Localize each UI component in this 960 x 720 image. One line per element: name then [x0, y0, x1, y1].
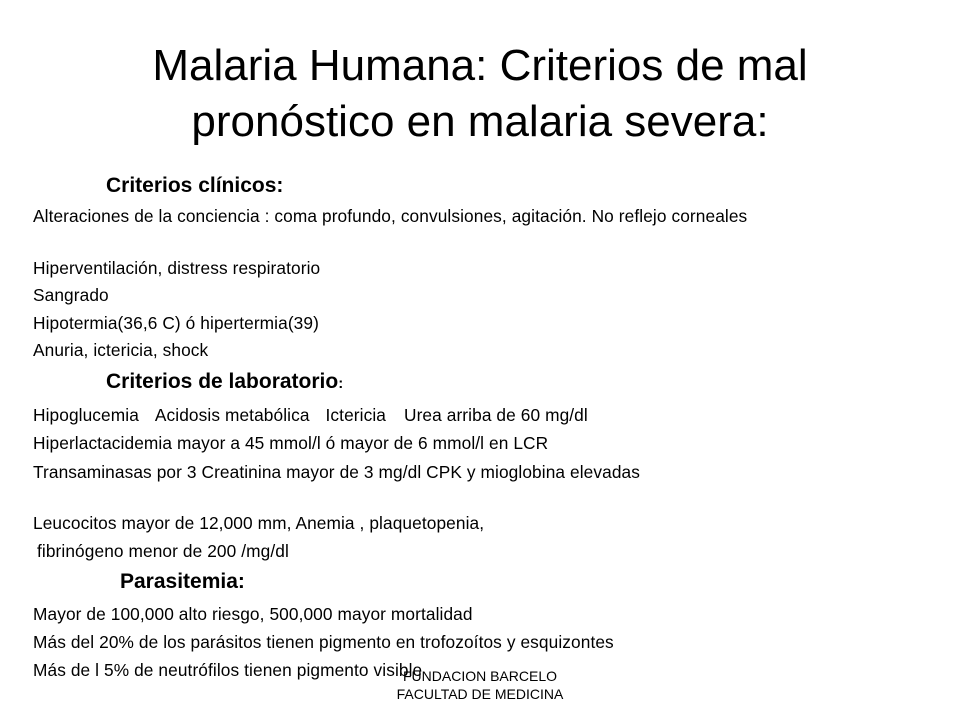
clinical-item-4: Hipotermia(36,6 C) ó hipertermia(39) [33, 313, 319, 333]
lab-acidosis: Acidosis metabólica [154, 405, 310, 425]
parasitemia-item-2: Más del 20% de los parásitos tienen pigmento en trofozoítos y esquizontes [33, 632, 614, 652]
heading-laboratorio-colon: : [338, 375, 344, 392]
clinical-item-2: Hiperventilación, distress respiratorio [33, 258, 321, 278]
lab-row-3: Transaminasas por 3 Creatinina mayor de 3 mg/dl CPK y mioglobina elevadas [33, 462, 640, 482]
slide-title-line-1: Malaria Humana: Criterios de mal [152, 41, 808, 90]
slide-title-line-2: pronóstico en malaria severa: [191, 97, 769, 146]
parasitemia-item-1: Mayor de 100,000 alto riesgo, 500,000 mayor mortalidad [33, 604, 473, 624]
lab-row-2: Hiperlactacidemia mayor a 45 mmol/l ó mayor de 6 mmol/l en LCR [33, 433, 549, 453]
heading-criterios-clinicos: Criterios clínicos: [106, 174, 284, 197]
lab-row-1 [33, 405, 588, 426]
parasitemia-item-3: Más de l 5% de neutrófilos tienen pigmento visible [33, 660, 423, 680]
heading-criterios-laboratorio [106, 370, 343, 396]
clinical-item-3: Sangrado [33, 285, 109, 305]
heading-laboratorio-text: Criterios de laboratorio [106, 370, 339, 393]
lab-row-4: Leucocitos mayor de 12,000 mm, Anemia , plaquetopenia, [33, 513, 485, 533]
footer-line-2: FACULTAD DE MEDICINA [396, 686, 564, 702]
clinical-item-1: Alteraciones de la conciencia : coma profundo, convulsiones, agitación. No reflejo corneales [33, 206, 748, 226]
heading-parasitemia: Parasitemia: [120, 570, 245, 593]
lab-ictericia: Ictericia [325, 405, 386, 425]
lab-urea: Urea arriba de 60 mg/dl [403, 405, 588, 425]
lab-hipoglucemia: Hipoglucemia [33, 405, 139, 425]
footer-line-1: FUNDACION BARCELO [402, 668, 558, 684]
lab-row-5: fibrinógeno menor de 200 /mg/dl [37, 541, 289, 561]
clinical-item-5: Anuria, ictericia, shock [33, 340, 209, 360]
slide-footer [310, 667, 650, 703]
